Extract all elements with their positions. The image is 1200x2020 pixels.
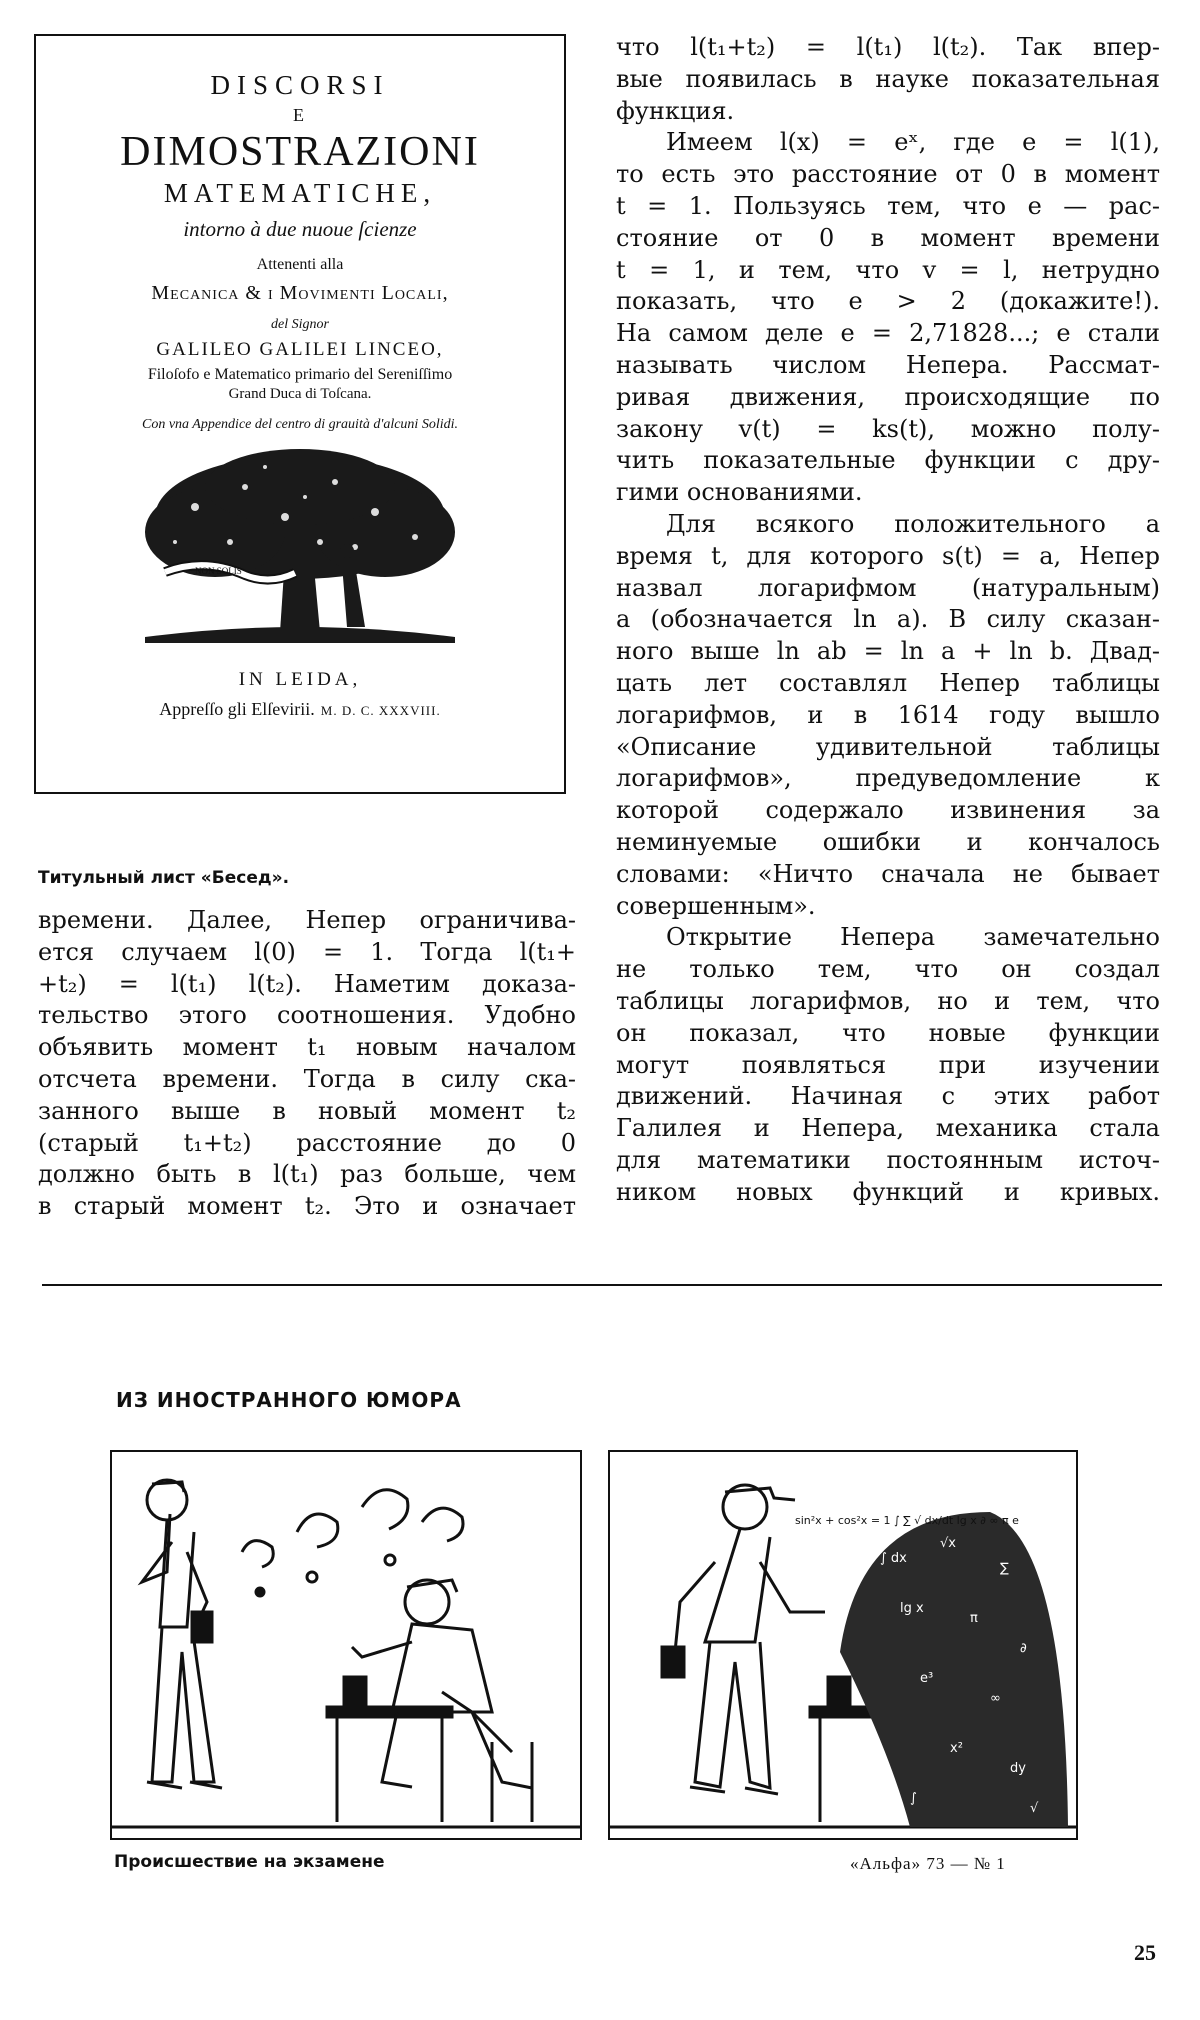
text-line: время t, для которого s(t) = a, Непер [616, 541, 1160, 570]
cartoon-panel-2 [608, 1450, 1078, 1840]
text-line: вые появилась в науке показательная [616, 64, 1160, 93]
text-line: Имеем l(x) = eˣ, где e = l(1), [666, 128, 1160, 157]
text-line: словами: «Ничто сначала не бывает [616, 859, 1160, 888]
text-line: +t₂) = l(t₁) l(t₂). Наметим доказа- [38, 969, 576, 998]
text-line: показать, что e > 2 (докажите!). [616, 287, 1160, 316]
title-line-imprint [36, 699, 564, 720]
book-title-page [34, 34, 566, 794]
text-line: ется случаем l(0) = 1. Тогда l(t₁+ [38, 937, 576, 966]
formula-scribbles: sin²x + cos²x = 1 ∫ ∑ √ dx/dt lg x ∂ ∞ π e [795, 1514, 1019, 1527]
text-line: Для всякого положительного a [666, 509, 1160, 538]
text-line: цать лет составлял Непер таблицы [616, 668, 1160, 697]
svg-text:√: √ [1030, 1801, 1039, 1816]
paragraph [616, 32, 1160, 127]
text-line: которой содержало извинения за [616, 796, 1160, 825]
title-line-del-signor: del Signor [271, 317, 329, 332]
text-line: логарифмов, и в 1614 году вышло [616, 700, 1160, 729]
text-line: называть числом Непера. Рассмат- [616, 350, 1160, 379]
text-line: функция. [616, 96, 735, 125]
title-line-in-leida: IN LEIDA, [238, 669, 362, 691]
imprint-publisher: Appreſſo gli Elſevirii. [159, 699, 315, 720]
journal-reference: «Альфа» 73 — № 1 [850, 1854, 1006, 1873]
text-line: закону v(t) = ks(t), можно полу- [616, 414, 1160, 443]
banner-text: NON SOLIS [195, 566, 242, 577]
cartoon-exam-formula-flood [610, 1452, 1076, 1838]
title-line-discorsi: DISCORSI [210, 70, 390, 100]
text-line: таблицы логарифмов, но и тем, что [616, 986, 1160, 1015]
text-line: объявить момент t₁ новым началом [38, 1033, 576, 1062]
text-line: ного выше ln ab = ln a + ln b. Двад- [616, 637, 1160, 666]
text-line: времени. Далее, Непер ограничива- [38, 906, 576, 934]
svg-text:lg x: lg x [900, 1601, 924, 1616]
text-line: чить показательные функции с дру- [616, 446, 1160, 475]
text-line: отсчета времени. Тогда в силу ска- [38, 1064, 576, 1093]
cartoon-panel-1 [110, 1450, 582, 1840]
text-line: «Описание удивительной таблицы [616, 732, 1160, 761]
svg-text:π: π [970, 1611, 978, 1626]
svg-text:dy: dy [1010, 1761, 1026, 1776]
paragraph [616, 127, 1160, 509]
left-column-text [38, 905, 576, 1223]
text-line: ривая движения, происходящие по [616, 382, 1160, 411]
text-line: назвал логарифмом (натуральным) [616, 573, 1160, 602]
text-line: для математики постоянным источ- [616, 1145, 1160, 1174]
text-line: стояние от 0 в момент времени [616, 223, 1160, 252]
text-line: занного выше в новый момент t₂ [38, 1096, 576, 1125]
text-line: Галилея и Непера, механика стала [616, 1114, 1160, 1143]
text-line: Открытие Непера замечательно [666, 923, 1160, 952]
text-line: t = 1, и тем, что v = l, нетрудно [616, 255, 1160, 284]
printer-device-tree-engraving [135, 447, 465, 647]
text-line: он показал, что новые функции [616, 1018, 1160, 1047]
page-number: 25 [1134, 1940, 1156, 1965]
cartoon-exam-questions [112, 1452, 580, 1838]
svg-text:∂: ∂ [1020, 1641, 1027, 1656]
title-line-filosofo: Filoſofo e Matematico primario del Sereniſſimo [147, 366, 453, 383]
paragraph [616, 509, 1160, 922]
section-divider [42, 1284, 1162, 1286]
svg-text:e³: e³ [920, 1671, 934, 1686]
text-line: t = 1. Пользуясь тем, что e — рас- [616, 191, 1160, 220]
title-line-matematiche: MATEMATICHE, [163, 178, 437, 208]
humor-section-title: ИЗ ИНОСТРАННОГО ЮМОРА [116, 1388, 462, 1412]
text-line: должно быть в l(t₁) раз больше, чем [38, 1160, 576, 1189]
text-line: не только тем, что он создал [616, 955, 1160, 984]
title-line-e: E [293, 105, 307, 125]
text-line: гими основаниями. [616, 478, 863, 507]
title-line-dimostrazioni: DIMOSTRAZIONI [120, 129, 480, 175]
text-line: тельство этого соотношения. Удобно [38, 1001, 576, 1030]
text-line: На самом деле e = 2,71828...; e стали [616, 319, 1160, 348]
title-line-appendice: Con vna Appendice del centro di grauità d'alcuni Solidi. [141, 417, 458, 433]
text-line: могут появляться при изучении [616, 1050, 1160, 1079]
paragraph [616, 922, 1160, 1208]
svg-text:∑: ∑ [1000, 1561, 1009, 1576]
text-line: движений. Начиная с этих работ [616, 1082, 1160, 1111]
title-line-mecanica: Mecanica & i Movimenti Locali, [151, 282, 449, 304]
text-line: что l(t₁+t₂) = l(t₁) l(t₂). Так впер- [616, 33, 1160, 61]
svg-text:∞: ∞ [990, 1691, 1001, 1706]
svg-text:∫: ∫ [910, 1791, 917, 1806]
text-line: совершенным». [616, 891, 816, 920]
title-line-author: GALILEO GALILEI LINCEO, [156, 339, 444, 360]
svg-text:x²: x² [950, 1741, 963, 1756]
text-line: логарифмов», предуведомление к [616, 764, 1160, 793]
imprint-year: M. D. C. XXXVIII. [320, 703, 441, 719]
svg-text:√x: √x [940, 1536, 956, 1551]
cartoon-caption: Происшествие на экзамене [114, 1852, 385, 1872]
svg-text:∫ dx: ∫ dx [880, 1551, 907, 1566]
text-line: то есть это расстояние от 0 в момент [616, 160, 1160, 189]
title-page-caption: Титульный лист «Бесед». [38, 868, 290, 888]
text-line: в старый момент t₂. Это и означает [38, 1192, 576, 1221]
title-line-attenenti: Attenenti alla [256, 256, 344, 273]
text-line: неминуемые ошибки и кончалось [616, 827, 1160, 856]
text-line: a (обозначается ln a). В силу сказан- [616, 605, 1160, 634]
right-column-text [616, 32, 1160, 1208]
text-line: ником новых функций и кривых. [616, 1177, 1160, 1206]
text-line: (старый t₁+t₂) расстояние до 0 [38, 1128, 576, 1157]
title-line-grand-duca: Grand Duca di Toſcana. [228, 386, 372, 403]
title-line-subject: intorno à due nuoue ſcienze [183, 217, 417, 241]
